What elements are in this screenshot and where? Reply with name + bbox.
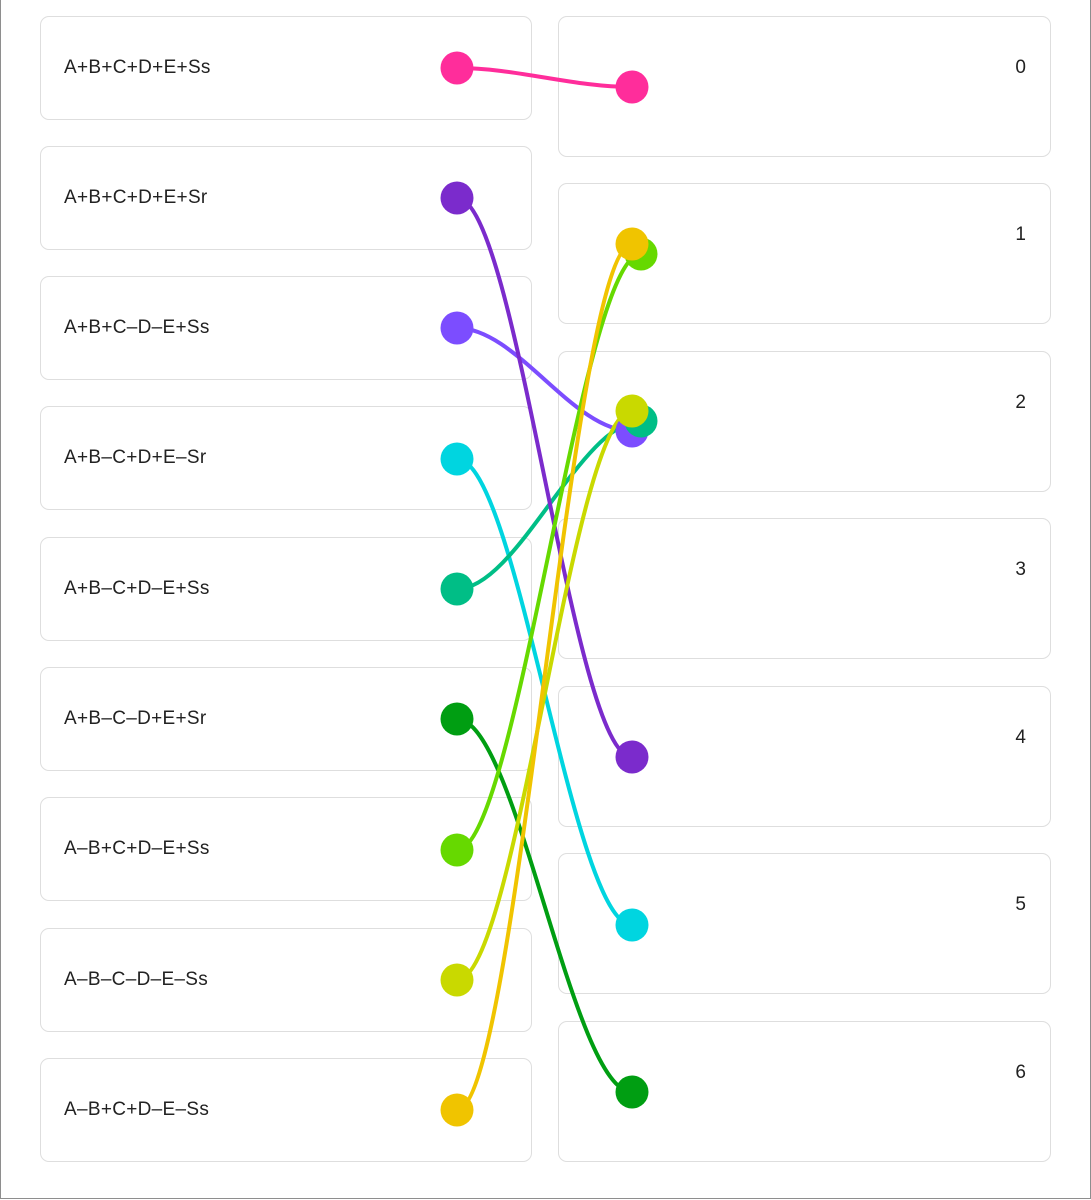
connector-handle[interactable] [441, 703, 474, 736]
left-item-label: A+B–C–D+E+Sr [64, 708, 207, 729]
connector-handle[interactable] [441, 1094, 474, 1127]
connector-handle[interactable] [441, 964, 474, 997]
connector-handle[interactable] [441, 182, 474, 215]
left-item-label: A+B+C+D+E+Ss [64, 57, 211, 78]
left-item-label: A+B–C+D+E–Sr [64, 447, 207, 468]
right-item-label: 6 [1015, 1062, 1026, 1083]
left-item-label: A–B+C+D–E–Ss [64, 1099, 210, 1120]
left-item-label: A–B–C–D–E–Ss [64, 969, 209, 990]
connector-endpoint[interactable] [616, 909, 649, 942]
left-item-label: A+B+C+D+E+Sr [64, 187, 208, 208]
connector-handle[interactable] [441, 834, 474, 867]
right-item-label: 3 [1015, 559, 1026, 580]
connector-handle[interactable] [441, 312, 474, 345]
connector-endpoint[interactable] [616, 1076, 649, 1109]
connector-endpoint[interactable] [616, 395, 649, 428]
right-item-label: 5 [1015, 894, 1026, 915]
right-item-3[interactable] [558, 518, 1051, 659]
connector-handle[interactable] [441, 573, 474, 606]
right-item-label: 4 [1015, 727, 1026, 748]
left-item-label: A+B+C–D–E+Ss [64, 317, 210, 338]
connector-handle[interactable] [441, 52, 474, 85]
left-item-label: A+B–C+D–E+Ss [64, 578, 210, 599]
connector-endpoint[interactable] [616, 228, 649, 261]
right-item-label: 0 [1015, 57, 1026, 78]
right-item-label: 1 [1015, 224, 1026, 245]
connector-handle[interactable] [441, 443, 474, 476]
connector-endpoint[interactable] [616, 741, 649, 774]
connector-endpoint[interactable] [616, 71, 649, 104]
left-item-label: A–B+C+D–E+Ss [64, 838, 210, 859]
right-item-label: 2 [1015, 392, 1026, 413]
